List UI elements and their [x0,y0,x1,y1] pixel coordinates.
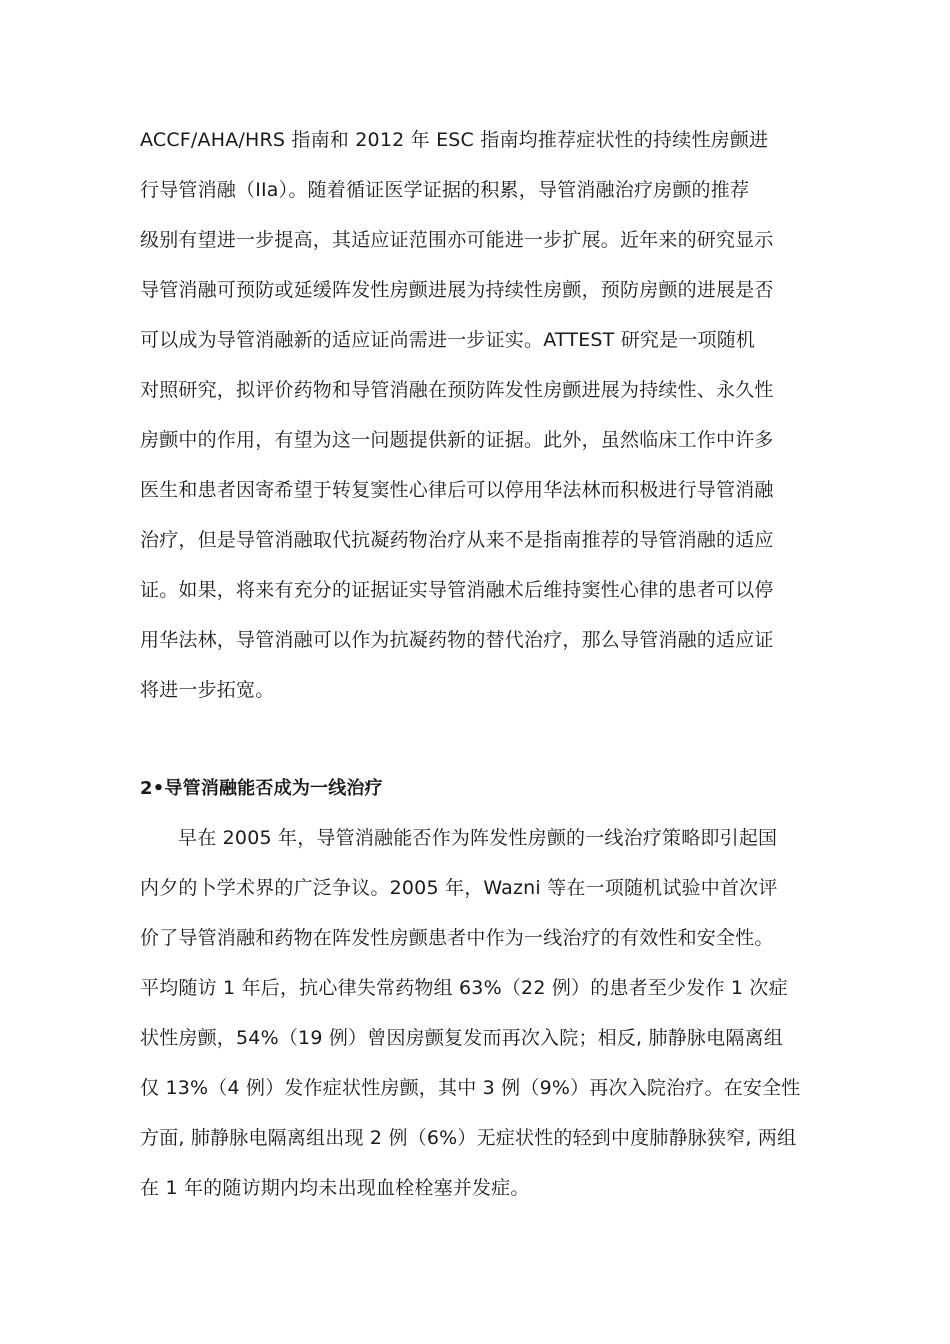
text-line: 医生和患者因寄希望于转复窦性心律后可以停用华法林而积极进行导管消融 [140,479,774,501]
text-line: 可以成为导管消融新的适应证尚需进一步证实。ATTEST 研究是一项随机 [140,329,756,351]
text-line: 证。如果，将来有充分的证据证实导管消融术后维持窦性心律的患者可以停 [140,579,774,601]
text-line: 房颤中的作用，有望为这一问题提供新的证据。此外，虽然临床工作中许多 [140,429,774,451]
text-line: 早在 2005 年，导管消融能否作为阵发性房颤的一线治疗策略即引起国 [178,827,778,849]
text-line: 用华法林，导管消融可以作为抗凝药物的替代治疗，那么导管消融的适应证 [140,629,774,651]
text-line: 在 1 年的随访期内均未出现血栓栓塞并发症。 [140,1177,530,1199]
section-heading: 2•导管消融能否成为一线治疗 [140,778,383,799]
text-line: ACCF/AHA/HRS 指南和 2012 年 ESC 指南均推荐症状性的持续性房颤进 [140,129,769,151]
text-line: 内夕的卜学术界的广泛争议。2005 年，Wazni 等在一项随机试验中首次评 [140,877,778,899]
text-line: 治疗，但是导管消融取代抗凝药物治疗从来不是指南推荐的导管消融的适应 [140,529,774,551]
text-line: 平均随访 1 年后，抗心律失常药物组 63%（22 例）的患者至少发作 1 次症 [140,977,788,999]
text-line: 价了导管消融和药物在阵发性房颤患者中作为一线治疗的有效性和安全性。 [140,927,774,949]
text-line: 级别有望进一步提高，其适应证范围亦可能进一步扩展。近年来的研究显示 [140,229,774,251]
text-line: 将进一步拓宽。 [140,679,275,701]
text-line: 方面, 肺静脉电隔离组出现 2 例（6%）无症状性的轻到中度肺静脉狭窄, 两组 [140,1127,797,1149]
text-line: 行导管消融（IIa）。随着循证医学证据的积累，导管消融治疗房颤的推荐 [140,179,750,201]
text-line: 对照研究，拟评价药物和导管消融在预防阵发性房颤进展为持续性、永久性 [140,379,774,401]
text-line: 状性房颤，54%（19 例）曾因房颤复发而再次入院；相反, 肺静脉电隔离组 [140,1027,783,1049]
text-line: 仅 13%（4 例）发作症状性房颤，其中 3 例（9%）再次入院治疗。在安全性 [140,1077,801,1099]
text-line: 导管消融可预防或延缓阵发性房颤进展为持续性房颤，预防房颤的进展是否 [140,279,774,301]
